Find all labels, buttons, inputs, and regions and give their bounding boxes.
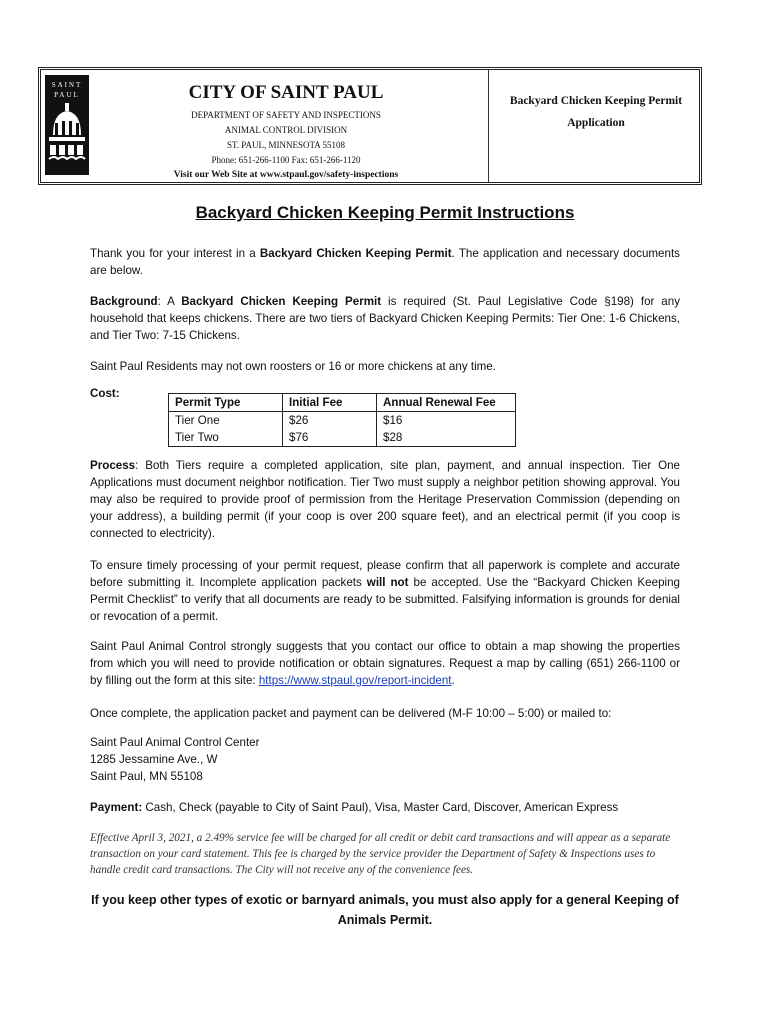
address-line3: Saint Paul, MN 55108 xyxy=(90,770,203,783)
address-line2: 1285 Jessamine Ave., W xyxy=(90,753,218,766)
map-text: Saint Paul Animal Control strongly suggests that you contact our office to obtain a map showing the properties from which you will need to provide notification or obtain signatures. Request a map by calling (651) 266-1100 or by filling out the form at this site: xyxy=(90,640,680,687)
col-permit-type: Permit Type xyxy=(169,394,283,412)
table-cell: Tier One xyxy=(169,412,283,430)
city-address: ST. PAUL, MINNESOTA 55108 xyxy=(226,140,346,150)
form-title-line1: Backyard Chicken Keeping Permit xyxy=(509,95,683,107)
map-paragraph xyxy=(90,638,680,689)
fee-table xyxy=(168,393,516,447)
process-text: : Both Tiers require a completed application, site plan, payment, and annual inspection. Tier One Applications must document neighbor notification. Tier Two must supply a neighbor petition showing approval. You may also be required to provide proof of permission from the Heritage Preservation Commission (depending on your address), a building permit (if your coop is over 200 square feet), and an electrical permit (if you coop is connected to electricity). xyxy=(90,459,680,540)
division-name: ANIMAL CONTROL DIVISION xyxy=(224,125,348,135)
map-text-end: . xyxy=(451,674,455,687)
residents-paragraph: Saint Paul Residents may not own roosters or 16 or more chickens at any time. xyxy=(90,360,496,373)
intro-text: Thank you for your interest in a xyxy=(90,247,260,260)
mailing-address xyxy=(90,734,680,785)
background-text-end: is required (St. Paul Legislative Code §198) for any household that keeps chickens. There are two tiers of Backyard Chicken Keeping Permits: Tier One: 1-6 Chickens, and Tier Two: 7-15 Chickens. xyxy=(90,295,681,342)
process-paragraph xyxy=(90,457,680,542)
table-cell: $28 xyxy=(377,429,516,447)
report-incident-link[interactable]: https://www.stpaul.gov/report-incident xyxy=(258,674,452,687)
table-cell: $26 xyxy=(283,412,377,430)
table-row xyxy=(169,429,516,447)
city-logo xyxy=(45,75,89,175)
intro-paragraph xyxy=(90,245,680,279)
timely-text: To ensure timely processing of your permit request, please confirm that all paperwork is complete and accurate before submitting it. Incomplete application packets xyxy=(90,559,680,589)
payment-label: Payment: xyxy=(90,801,143,814)
payment-paragraph xyxy=(90,799,680,816)
form-title xyxy=(496,90,696,134)
payment-text: Cash, Check (payable to City of Saint Paul), Visa, Master Card, Discover, American Express xyxy=(142,801,619,814)
header-divider xyxy=(488,70,489,182)
cost-label: Cost: xyxy=(90,387,120,400)
table-cell: $16 xyxy=(377,412,516,430)
background-label: Background xyxy=(90,295,158,308)
intro-bold: Backyard Chicken Keeping Permit xyxy=(259,247,452,260)
website-line: Visit our Web Site at www.stpaul.gov/safety-inspections xyxy=(173,170,399,180)
table-row xyxy=(169,412,516,430)
final-notice: If you keep other types of exotic or barnyard animals, you must also apply for a general Keeping of Animals Permit. xyxy=(91,893,679,927)
background-paragraph xyxy=(90,293,680,344)
timely-text-end: be accepted. Use the “Backyard Chicken Keeping Permit Checklist” to verify that all documents are ready to be submitted. Falsifying information is grounds for denial or revocation of a permit. xyxy=(90,576,680,623)
letterhead-center xyxy=(151,82,421,183)
table-cell: $76 xyxy=(283,429,377,447)
capitol-dome-icon xyxy=(47,101,87,171)
process-label: Process xyxy=(90,459,136,472)
background-bold: Backyard Chicken Keeping Permit xyxy=(181,295,382,308)
address-line1: Saint Paul Animal Control Center xyxy=(90,736,260,749)
delivery-paragraph: Once complete, the application packet and payment can be delivered (M-F 10:00 – 5:00) or mailed to: xyxy=(90,707,612,720)
intro-text-end: . The application and necessary documents are below. xyxy=(90,247,680,277)
letterhead xyxy=(38,67,702,185)
fee-table-header xyxy=(169,394,516,412)
service-fee-notice: Effective April 3, 2021, a 2.49% service fee will be charged for all credit or debit card transactions and will appear as a separate transaction on your card statement. This fee is charged by the service provider the Department of Safety & Inspections uses to handle credit card transactions. The City will not receive any of the convenience fees. xyxy=(90,832,671,876)
logo-text-saint: SAINT xyxy=(51,81,83,89)
col-initial-fee: Initial Fee xyxy=(283,394,377,412)
form-title-line2: Application xyxy=(567,117,625,129)
col-renewal-fee: Annual Renewal Fee xyxy=(377,394,516,412)
logo-text-paul: PAUL xyxy=(54,91,80,99)
timely-bold: will not xyxy=(366,576,409,589)
page-title: Backyard Chicken Keeping Permit Instructions xyxy=(195,203,575,222)
department-name: DEPARTMENT OF SAFETY AND INSPECTIONS xyxy=(191,110,381,120)
table-cell: Tier Two xyxy=(169,429,283,447)
background-text: : A xyxy=(157,295,182,308)
phone-fax: Phone: 651-266-1100 Fax: 651-266-1120 xyxy=(211,155,361,165)
city-name: CITY OF SAINT PAUL xyxy=(188,82,384,103)
timely-paragraph xyxy=(90,557,680,625)
